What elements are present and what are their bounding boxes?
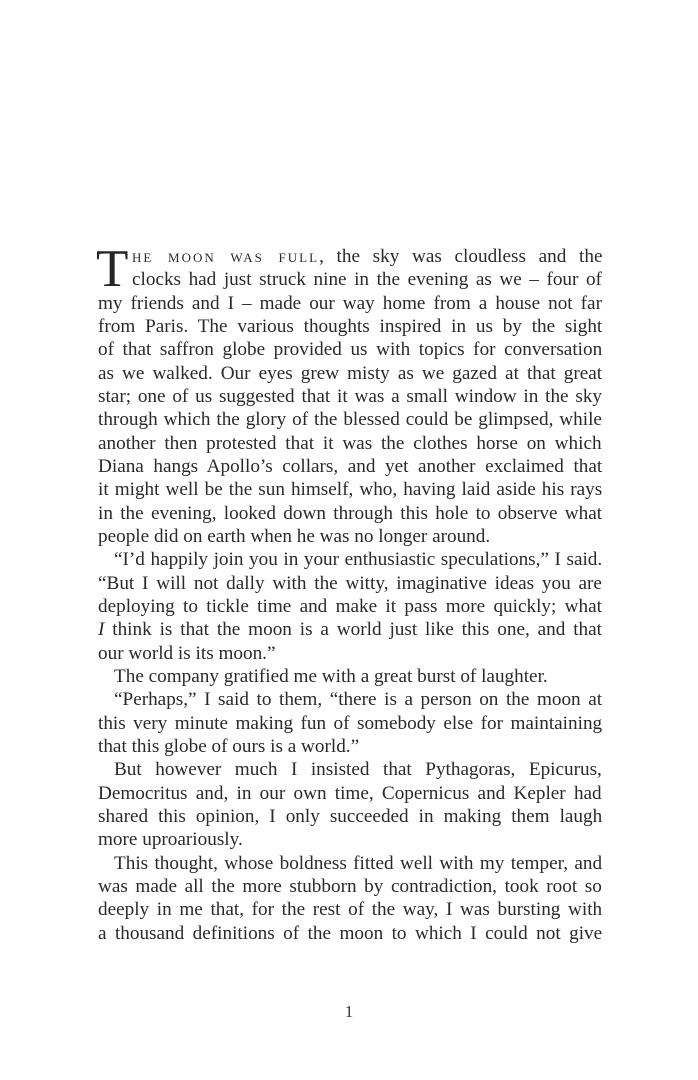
text-line: that this globe of ours is a world.” xyxy=(98,735,360,757)
text-line xyxy=(98,618,602,641)
page-number: 1 xyxy=(344,1002,354,1021)
text-line: from Paris. The various thoughts inspired in us by the sight xyxy=(98,315,603,337)
text-line: was made all the more stubborn by contradiction, took root so xyxy=(98,875,602,897)
text-line: “I’d happily join you in your enthusiastic speculations,” I said. xyxy=(114,549,603,571)
line-text: think is that the moon is a world just like this one, and that xyxy=(104,619,602,641)
text-line: of that saffron globe provided us with topics for conversation xyxy=(98,339,603,361)
text-line: in the evening, looked down through this hole to observe what xyxy=(98,502,603,524)
text-line: as we walked. Our eyes grew misty as we gazed at that great xyxy=(98,362,603,384)
text-line: This thought, whose boldness fitted well with my temper, and xyxy=(114,852,603,874)
text-line: a thousand definitions of the moon to which I could not give xyxy=(98,922,603,944)
text-line: another then protested that it was the clothes horse on which xyxy=(98,432,602,454)
text-line: “Perhaps,” I said to them, “there is a person on the moon at xyxy=(114,689,603,711)
text-line: But however much I insisted that Pythagoras, Epicurus, xyxy=(114,759,602,781)
text-line: through which the glory of the blessed could be glimpsed, while xyxy=(98,409,602,431)
text-line: The company gratified me with a great burst of laughter. xyxy=(114,665,548,687)
text-line: “But I will not dally with the witty, imaginative ideas you are xyxy=(98,572,602,594)
text-line: shared this opinion, I only succeeded in making them laugh xyxy=(98,805,603,827)
text-line xyxy=(98,245,602,268)
body-text xyxy=(96,240,603,945)
text-line: Democritus and, in our own time, Copernicus and Kepler had xyxy=(98,782,602,804)
text-line: people did on earth when he was no longer around. xyxy=(98,525,491,547)
text-line: this very minute making fun of somebody else for maintaining xyxy=(98,712,603,734)
text-line: it might well be the sun himself, who, having laid aside his rays xyxy=(98,479,603,501)
line-text: , the sky was cloudless and the xyxy=(319,246,603,267)
text-line: deeply in me that, for the rest of the way, I was bursting with xyxy=(98,899,603,921)
text-line: Diana hangs Apollo’s collars, and yet another exclaimed that xyxy=(98,455,603,477)
italic-emphasis: I xyxy=(98,619,105,641)
text-line: more uproariously. xyxy=(98,829,243,851)
drop-cap: T xyxy=(96,240,129,298)
text-line: my friends and I – made our way home from a house not far xyxy=(98,292,602,314)
text-line: star; one of us suggested that it was a small window in the sky xyxy=(98,385,603,407)
text-line: our world is its moon.” xyxy=(98,642,276,664)
opening-smallcaps: he moon was full xyxy=(132,246,320,267)
text-line: clocks had just struck nine in the evening as we – four of xyxy=(132,269,602,291)
text-line: deploying to tickle time and make it pass more quickly; what xyxy=(98,595,602,617)
